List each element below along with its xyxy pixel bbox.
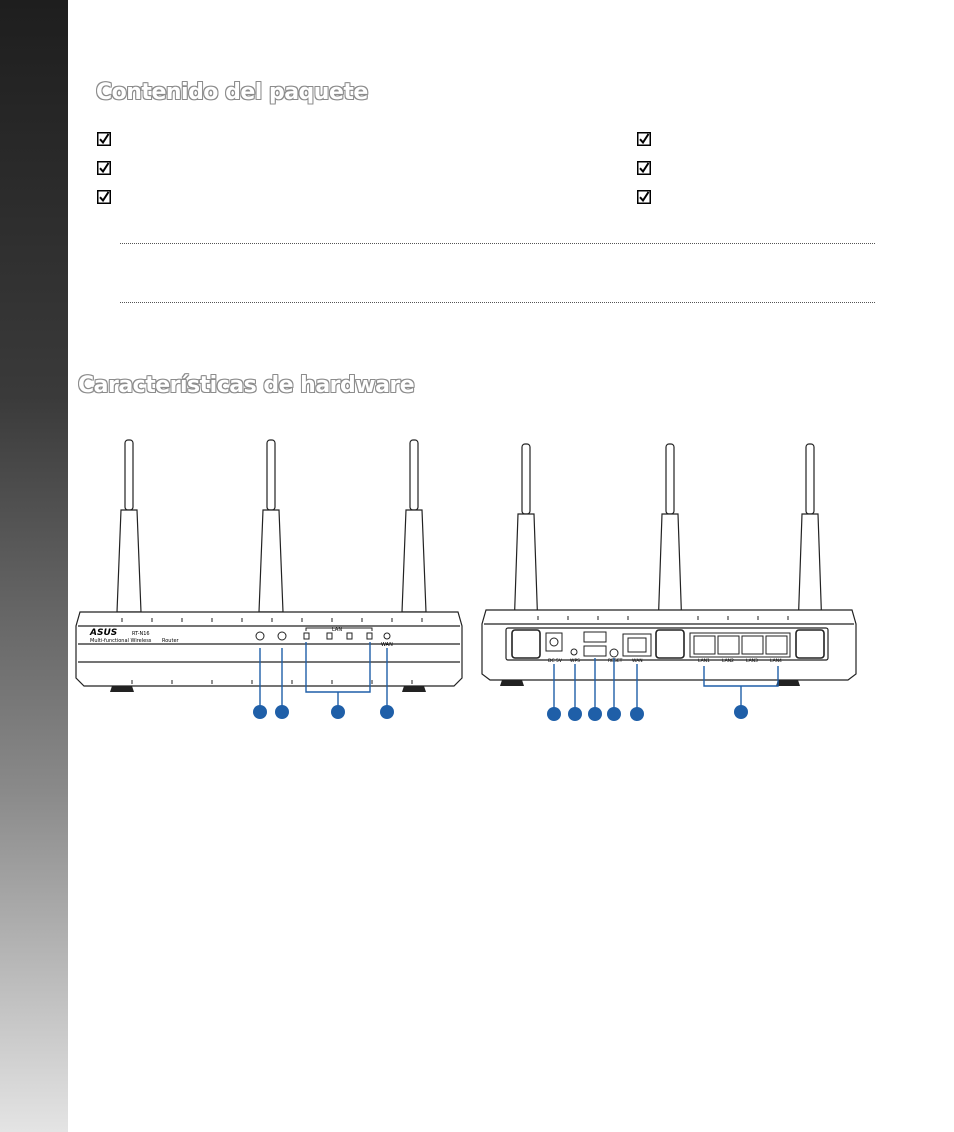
note-divider-top — [120, 243, 875, 244]
checkbox-checked-icon — [97, 161, 111, 175]
callout-marker — [547, 707, 561, 721]
checkbox-checked-icon — [97, 190, 111, 204]
wps-label: WPS — [570, 659, 581, 664]
dc-label: DC 5V — [548, 659, 562, 664]
callout-marker — [331, 705, 345, 719]
callout-marker — [588, 707, 602, 721]
package-contents-heading: Contenido del paquete — [96, 80, 368, 105]
subtitle-router-label: Router — [162, 638, 179, 644]
lan-port-label: LAN4 — [770, 659, 782, 664]
callout-marker — [275, 705, 289, 719]
lan-port-label: LAN3 — [746, 659, 758, 664]
callout-marker — [734, 705, 748, 719]
checkbox-checked-icon — [637, 190, 651, 204]
checkbox-checked-icon — [637, 132, 651, 146]
callout-marker — [568, 707, 582, 721]
checkbox-checked-icon — [637, 161, 651, 175]
wan-led-label: WAN — [381, 642, 393, 648]
lan-port-label: LAN2 — [722, 659, 734, 664]
brand-logo: ASUS — [90, 628, 118, 638]
router-front-illustration — [72, 436, 464, 726]
wan-port-label: WAN — [632, 659, 643, 664]
callout-marker — [607, 707, 621, 721]
lan-port-label: LAN1 — [698, 659, 710, 664]
hardware-features-heading: Características de hardware — [78, 373, 415, 398]
callout-marker — [630, 707, 644, 721]
lan-group-label: LAN — [332, 627, 343, 633]
note-divider-bottom — [120, 302, 875, 303]
reset-label: RESET — [608, 659, 623, 664]
checkbox-checked-icon — [97, 132, 111, 146]
subtitle-label: Multi-functional Wireless — [90, 638, 152, 644]
side-color-bar — [0, 0, 68, 1132]
model-label: RT-N16 — [132, 631, 150, 637]
router-back-illustration — [478, 440, 860, 730]
callout-marker — [380, 705, 394, 719]
callout-marker — [253, 705, 267, 719]
